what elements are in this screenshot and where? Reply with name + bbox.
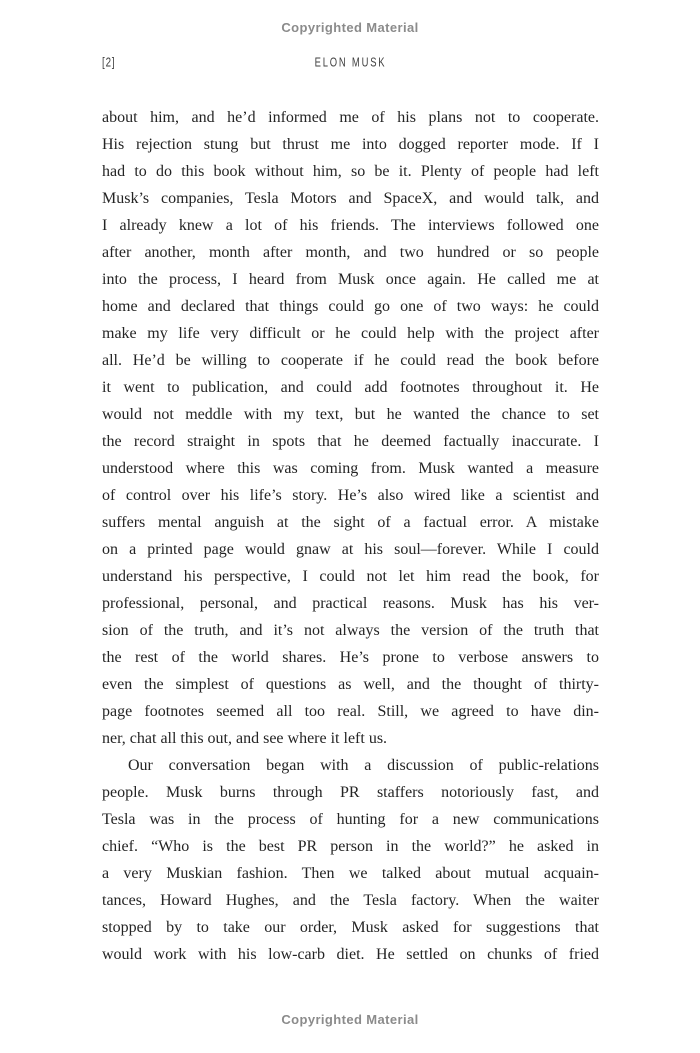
- body-line: had to do this book without him, so be it. Plenty of people had left: [102, 163, 599, 180]
- body-line: even the simplest of questions as well, and the thought of thirty-: [102, 676, 599, 693]
- body-line: His rejection stung but thrust me into dogged reporter mode. If I: [102, 136, 599, 153]
- body-line: of control over his life’s story. He’s also wired like a scientist and: [102, 487, 599, 504]
- body-line: after another, month after month, and two hundred or so people: [102, 244, 599, 261]
- body-line: professional, personal, and practical reasons. Musk has his ver-: [102, 595, 599, 612]
- body-line: on a printed page would gnaw at his soul—forever. While I could: [102, 541, 599, 558]
- body-line: home and declared that things could go one of two ways: he could: [102, 298, 599, 315]
- body-line: would not meddle with my text, but he wanted the chance to set: [102, 406, 599, 423]
- paragraph: [102, 752, 599, 968]
- body-line: Our conversation began with a discussion of public-relations: [128, 757, 599, 774]
- running-title: ELON MUSK: [314, 56, 387, 70]
- body-text: [102, 104, 599, 968]
- body-line: I already knew a lot of his friends. The interviews followed one: [102, 217, 599, 234]
- paragraph: [102, 104, 599, 752]
- body-line: page footnotes seemed all too real. Still, we agreed to have din-: [102, 703, 599, 720]
- body-line: would work with his low-carb diet. He settled on chunks of fried: [102, 946, 599, 963]
- body-line: a very Muskian fashion. Then we talked about mutual acquain-: [102, 865, 599, 882]
- body-line: about him, and he’d informed me of his plans not to cooperate.: [102, 109, 599, 126]
- body-line: Musk’s companies, Tesla Motors and SpaceX, and would talk, and: [102, 190, 599, 207]
- page-number: [2]: [102, 56, 116, 70]
- body-line: the record straight in spots that he deemed factually inaccurate. I: [102, 433, 599, 450]
- bottom-copyright-notice: Copyrighted Material: [281, 1012, 419, 1027]
- body-line: understand his perspective, I could not let him read the book, for: [102, 568, 599, 585]
- body-line: people. Musk burns through PR staffers notoriously fast, and: [102, 784, 599, 801]
- body-line: ner, chat all this out, and see where it left us.: [102, 730, 388, 747]
- top-copyright-notice: Copyrighted Material: [281, 20, 419, 35]
- body-line: make my life very difficult or he could help with the project after: [102, 325, 599, 342]
- body-line: the rest of the world shares. He’s prone to verbose answers to: [102, 649, 599, 666]
- body-line: all. He’d be willing to cooperate if he could read the book before: [102, 352, 599, 369]
- body-line: it went to publication, and could add footnotes throughout it. He: [102, 379, 599, 396]
- body-line: sion of the truth, and it’s not always the version of the truth that: [102, 622, 599, 639]
- body-line: Tesla was in the process of hunting for a new communications: [102, 811, 599, 828]
- body-line: understood where this was coming from. Musk wanted a measure: [102, 460, 599, 477]
- body-line: into the process, I heard from Musk once again. He called me at: [102, 271, 599, 288]
- body-line: stopped by to take our order, Musk asked for suggestions that: [102, 919, 599, 936]
- body-line: tances, Howard Hughes, and the Tesla factory. When the waiter: [102, 892, 599, 909]
- body-line: chief. “Who is the best PR person in the world?” he asked in: [102, 838, 599, 855]
- running-header: [102, 57, 599, 73]
- body-line: suffers mental anguish at the sight of a factual error. A mistake: [102, 514, 599, 531]
